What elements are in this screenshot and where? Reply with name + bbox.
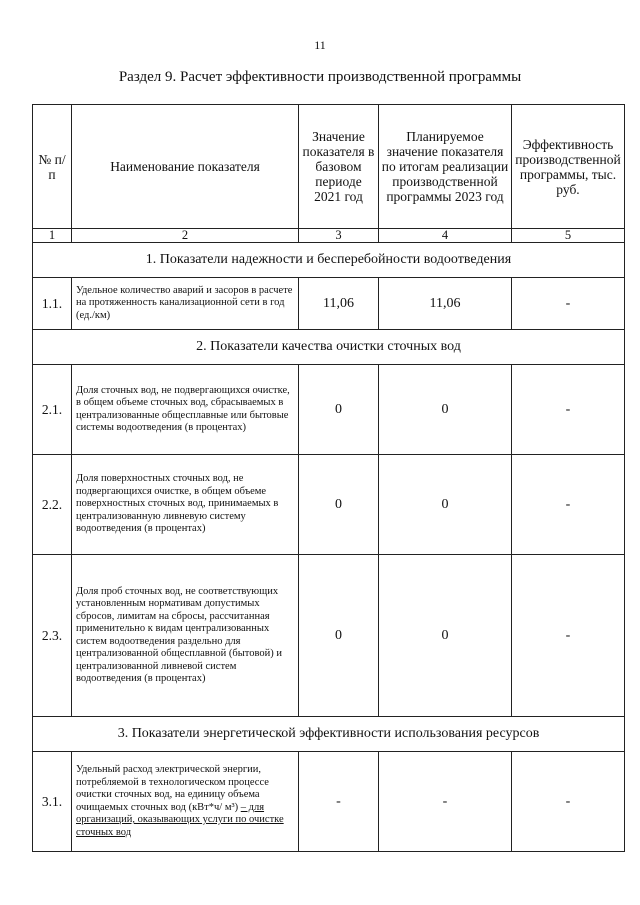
- indicator-description: Доля сточных вод, не подвергающихся очистке, в общем объеме сточных вод, сбрасываемых в централизованные общесплавные или бытовые системы водоотведения (в процентах): [72, 365, 299, 455]
- planned-value: 0: [379, 455, 512, 555]
- indicator-description: [72, 752, 299, 852]
- planned-value: 0: [379, 555, 512, 717]
- base-value: 0: [299, 455, 379, 555]
- indicator-description: Доля проб сточных вод, не соответствующих установленным нормативам допустимых сбросов, лимитам на сбросы, рассчитанная применительно к видам централизованных систем водоотведения раздельно для централизованной общесплавной (бытовой) и централизованной ливневой систем водоотведения (в процентах): [72, 555, 299, 717]
- group-title: 1. Показатели надежности и бесперебойности водоотведения: [33, 243, 625, 278]
- efficiency-value: -: [512, 752, 625, 852]
- column-number: 1: [33, 229, 72, 243]
- base-value: 0: [299, 555, 379, 717]
- indicator-description-note: – для организаций, оказывающих услуги по очистке сточных вод: [76, 801, 284, 838]
- header-indicator-name: Наименование показателя: [72, 105, 299, 229]
- column-number-row: [33, 229, 625, 243]
- column-number: 5: [512, 229, 625, 243]
- row-number: 3.1.: [33, 752, 72, 852]
- efficiency-table: [32, 104, 625, 852]
- efficiency-value: -: [512, 455, 625, 555]
- table-row: [33, 752, 625, 852]
- section-title: Раздел 9. Расчет эффективности производственной программы: [118, 69, 522, 85]
- group-header: [33, 717, 625, 752]
- row-number: 2.3.: [33, 555, 72, 717]
- planned-value: 11,06: [379, 278, 512, 330]
- row-number: 1.1.: [33, 278, 72, 330]
- row-number: 2.2.: [33, 455, 72, 555]
- column-number: 4: [379, 229, 512, 243]
- header-number: № п/п: [33, 105, 72, 229]
- indicator-description: Доля поверхностных сточных вод, не подвергающихся очистке, в общем объеме поверхностных сточных вод, принимаемых в централизованную ливневую систему водоотведения (в процентах): [72, 455, 299, 555]
- indicator-description-text: Удельный расход электрической энергии, потребляемой в технологическом процессе очистки сточных вод, на единицу объема очищаемых сточных вод (кВт*ч/ м³): [76, 764, 269, 813]
- efficiency-value: -: [512, 365, 625, 455]
- header-planned-value: Планируемое значение показателя по итогам реализации производственной программы 2023 год: [379, 105, 512, 229]
- group-title: 3. Показатели энергетической эффективности использования ресурсов: [33, 717, 625, 752]
- base-value: -: [299, 752, 379, 852]
- column-number: 3: [299, 229, 379, 243]
- column-number: 2: [72, 229, 299, 243]
- table-row: [33, 365, 625, 455]
- table-row: [33, 555, 625, 717]
- indicator-description: Удельное количество аварий и засоров в расчете на протяженность канализационной сети в год (ед./км): [72, 278, 299, 330]
- group-header: [33, 330, 625, 365]
- group-header: [33, 243, 625, 278]
- group-title: 2. Показатели качества очистки сточных вод: [33, 330, 625, 365]
- planned-value: 0: [379, 365, 512, 455]
- table-row: [33, 278, 625, 330]
- efficiency-value: -: [512, 278, 625, 330]
- efficiency-value: -: [512, 555, 625, 717]
- header-base-value: Значение показателя в базовом периоде 2021 год: [299, 105, 379, 229]
- header-row: [33, 105, 625, 229]
- header-efficiency: Эффективность производственной программы, тыс. руб.: [512, 105, 625, 229]
- base-value: 0: [299, 365, 379, 455]
- row-number: 2.1.: [33, 365, 72, 455]
- base-value: 11,06: [299, 278, 379, 330]
- planned-value: -: [379, 752, 512, 852]
- table-row: [33, 455, 625, 555]
- page-number: 11: [314, 38, 326, 52]
